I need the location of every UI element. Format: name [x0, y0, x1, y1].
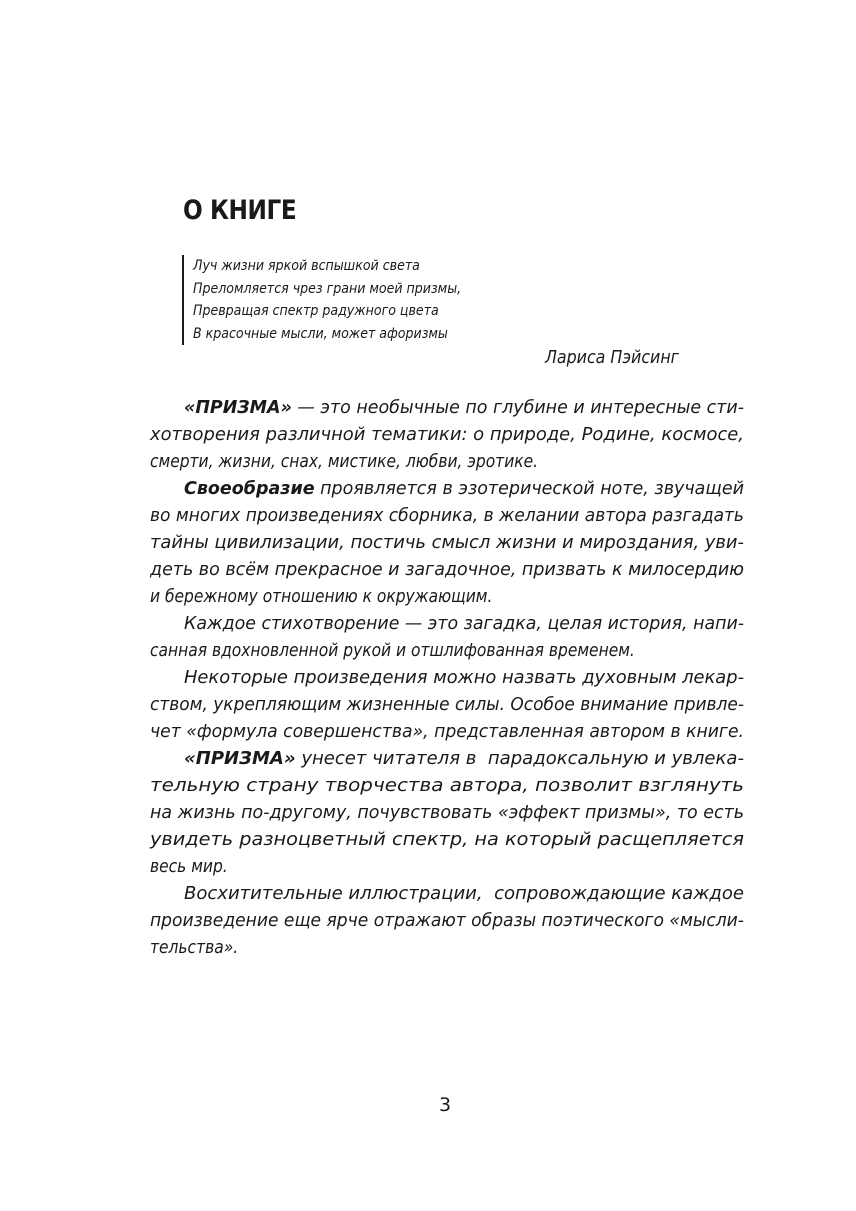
paragraph-line: «ПРИЗМА» — это необычные по глубине и интересные сти- — [184, 397, 745, 418]
epigraph-line: В красочные мысли, может афоризмы — [193, 325, 448, 342]
paragraph-line: Своеобразие проявляется в эзотерической ноте, звучащей — [184, 478, 744, 499]
paragraph-line: тайны цивилизации, постичь смысл жизни и мироздания, уви- — [150, 532, 744, 553]
epigraph-author: Лариса Пэйсинг — [545, 347, 680, 368]
epigraph-line: Преломляется чрез грани моей призмы, — [193, 280, 462, 297]
paragraph-line: и бережному отношению к окружающим. — [150, 586, 493, 607]
page-title: О КНИГЕ — [183, 195, 297, 226]
body-text — [150, 394, 744, 961]
paragraph-line: тельства». — [150, 937, 239, 958]
paragraph-line: санная вдохновленной рукой и отшлифованная временем. — [150, 640, 635, 661]
epigraph — [182, 255, 491, 345]
paragraph-line: «ПРИЗМА» унесет читателя в парадоксальную и увлека- — [184, 748, 744, 769]
paragraph-line: тельную страну творчества автора, позволит взглянуть — [150, 775, 745, 796]
paragraph-line: деть во всём прекрасное и загадочное, призвать к милосердию — [150, 559, 744, 580]
paragraph-line: Восхитительные иллюстрации, сопровождающие каждое — [184, 883, 744, 904]
epigraph-line: Превращая спектр радужного цвета — [193, 303, 439, 319]
paragraph-line: весь мир. — [150, 856, 228, 877]
emphasis-text: Своеобразие — [184, 478, 315, 499]
paragraph-line: произведение еще ярче отражают образы поэтического «мысли- — [150, 910, 744, 931]
paragraph-line: Каждое стихотворение — это загадка, целая история, напи- — [184, 613, 745, 634]
paragraph-line: хотворения различной тематики: о природе, Родине, космосе, — [150, 424, 745, 445]
paragraph-line: смерти, жизни, снах, мистике, любви, эротике. — [150, 451, 539, 472]
paragraph-line: ством, укрепляющим жизненные силы. Особое внимание привле- — [150, 694, 744, 715]
paragraph-line: чет «формула совершенства», представленная автором в книге. — [150, 721, 745, 742]
paragraph-line: увидеть разноцветный спектр, на который расщепляется — [150, 829, 745, 850]
emphasis-text: «ПРИЗМА» — [184, 397, 292, 418]
paragraph-line: на жизнь по-другому, почувствовать «эффект призмы», то есть — [150, 802, 745, 823]
epigraph-line: Луч жизни яркой вспышкой света — [193, 258, 420, 274]
emphasis-text: «ПРИЗМА» — [184, 748, 296, 769]
paragraph-line: во многих произведениях сборника, в желании автора разгадать — [150, 505, 744, 526]
paragraph-line: Некоторые произведения можно назвать духовным лекар- — [184, 667, 745, 688]
page-number: 3 — [438, 1094, 452, 1116]
